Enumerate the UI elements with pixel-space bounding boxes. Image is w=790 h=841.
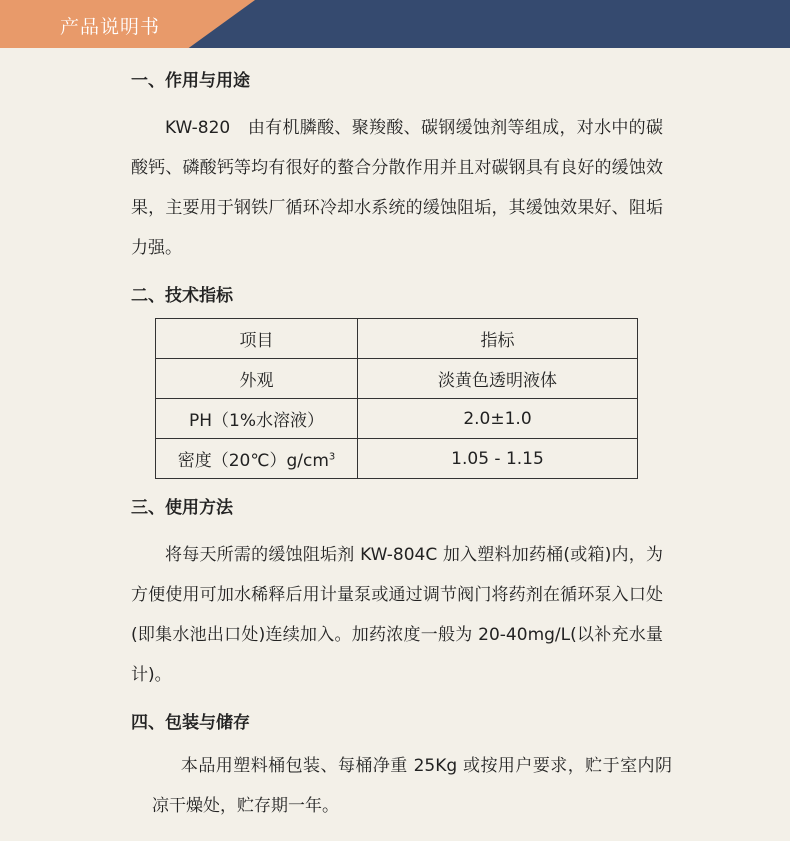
density-superscript: 3 (328, 451, 336, 463)
table-header-spec: 指标 (358, 319, 638, 359)
section-usage-body (131, 108, 663, 268)
section-heading-usage: 一、作用与用途 (131, 71, 250, 91)
table-cell (156, 439, 358, 479)
section-heading-specs: 二、技术指标 (131, 286, 233, 306)
table-row (156, 439, 638, 479)
section-heading-method: 三、使用方法 (131, 498, 233, 518)
header-bar (0, 0, 790, 48)
section-storage-text: 本品用塑料桶包装、每桶净重 25Kg 或按用户要求，贮于室内阴凉干燥处，贮存期一年。 (152, 756, 672, 816)
section-usage-text: KW-820 由有机膦酸、聚羧酸、碳钢缓蚀剂等组成，对水中的碳酸钙、磷酸钙等均有很好的螯合分散作用并且对碳钢具有良好的缓蚀效果，主要用于钢铁厂循环冷却水系统的缓蚀阻垢，其缓蚀效果好、阻垢力强。 (131, 118, 663, 258)
section-method-text: 将每天所需的缓蚀阻垢剂 KW-804C 加入塑料加药桶(或箱)内，为方便使用可加水稀释后用计量泵或通过调节阀门将药剂在循环泵入口处(即集水池出口处)连续加入。加药浓度一般为 20-40mg/L(以补充水量计)。 (131, 545, 663, 685)
section-storage-body (152, 746, 672, 826)
density-label: 密度（20℃）g/cm (177, 451, 329, 471)
table-cell: PH（1%水溶液） (156, 399, 358, 439)
page-title: 产品说明书 (60, 16, 161, 38)
table-cell: 2.0±1.0 (358, 399, 638, 439)
table-header-item: 项目 (156, 319, 358, 359)
table-row (156, 359, 638, 399)
section-heading-storage: 四、包装与储存 (131, 713, 250, 733)
table-cell: 淡黄色透明液体 (358, 359, 638, 399)
table-cell: 外观 (156, 359, 358, 399)
table-row (156, 399, 638, 439)
section-method-body (131, 535, 663, 695)
spec-table (155, 318, 638, 479)
table-header-row (156, 319, 638, 359)
table-cell: 1.05 - 1.15 (358, 439, 638, 479)
